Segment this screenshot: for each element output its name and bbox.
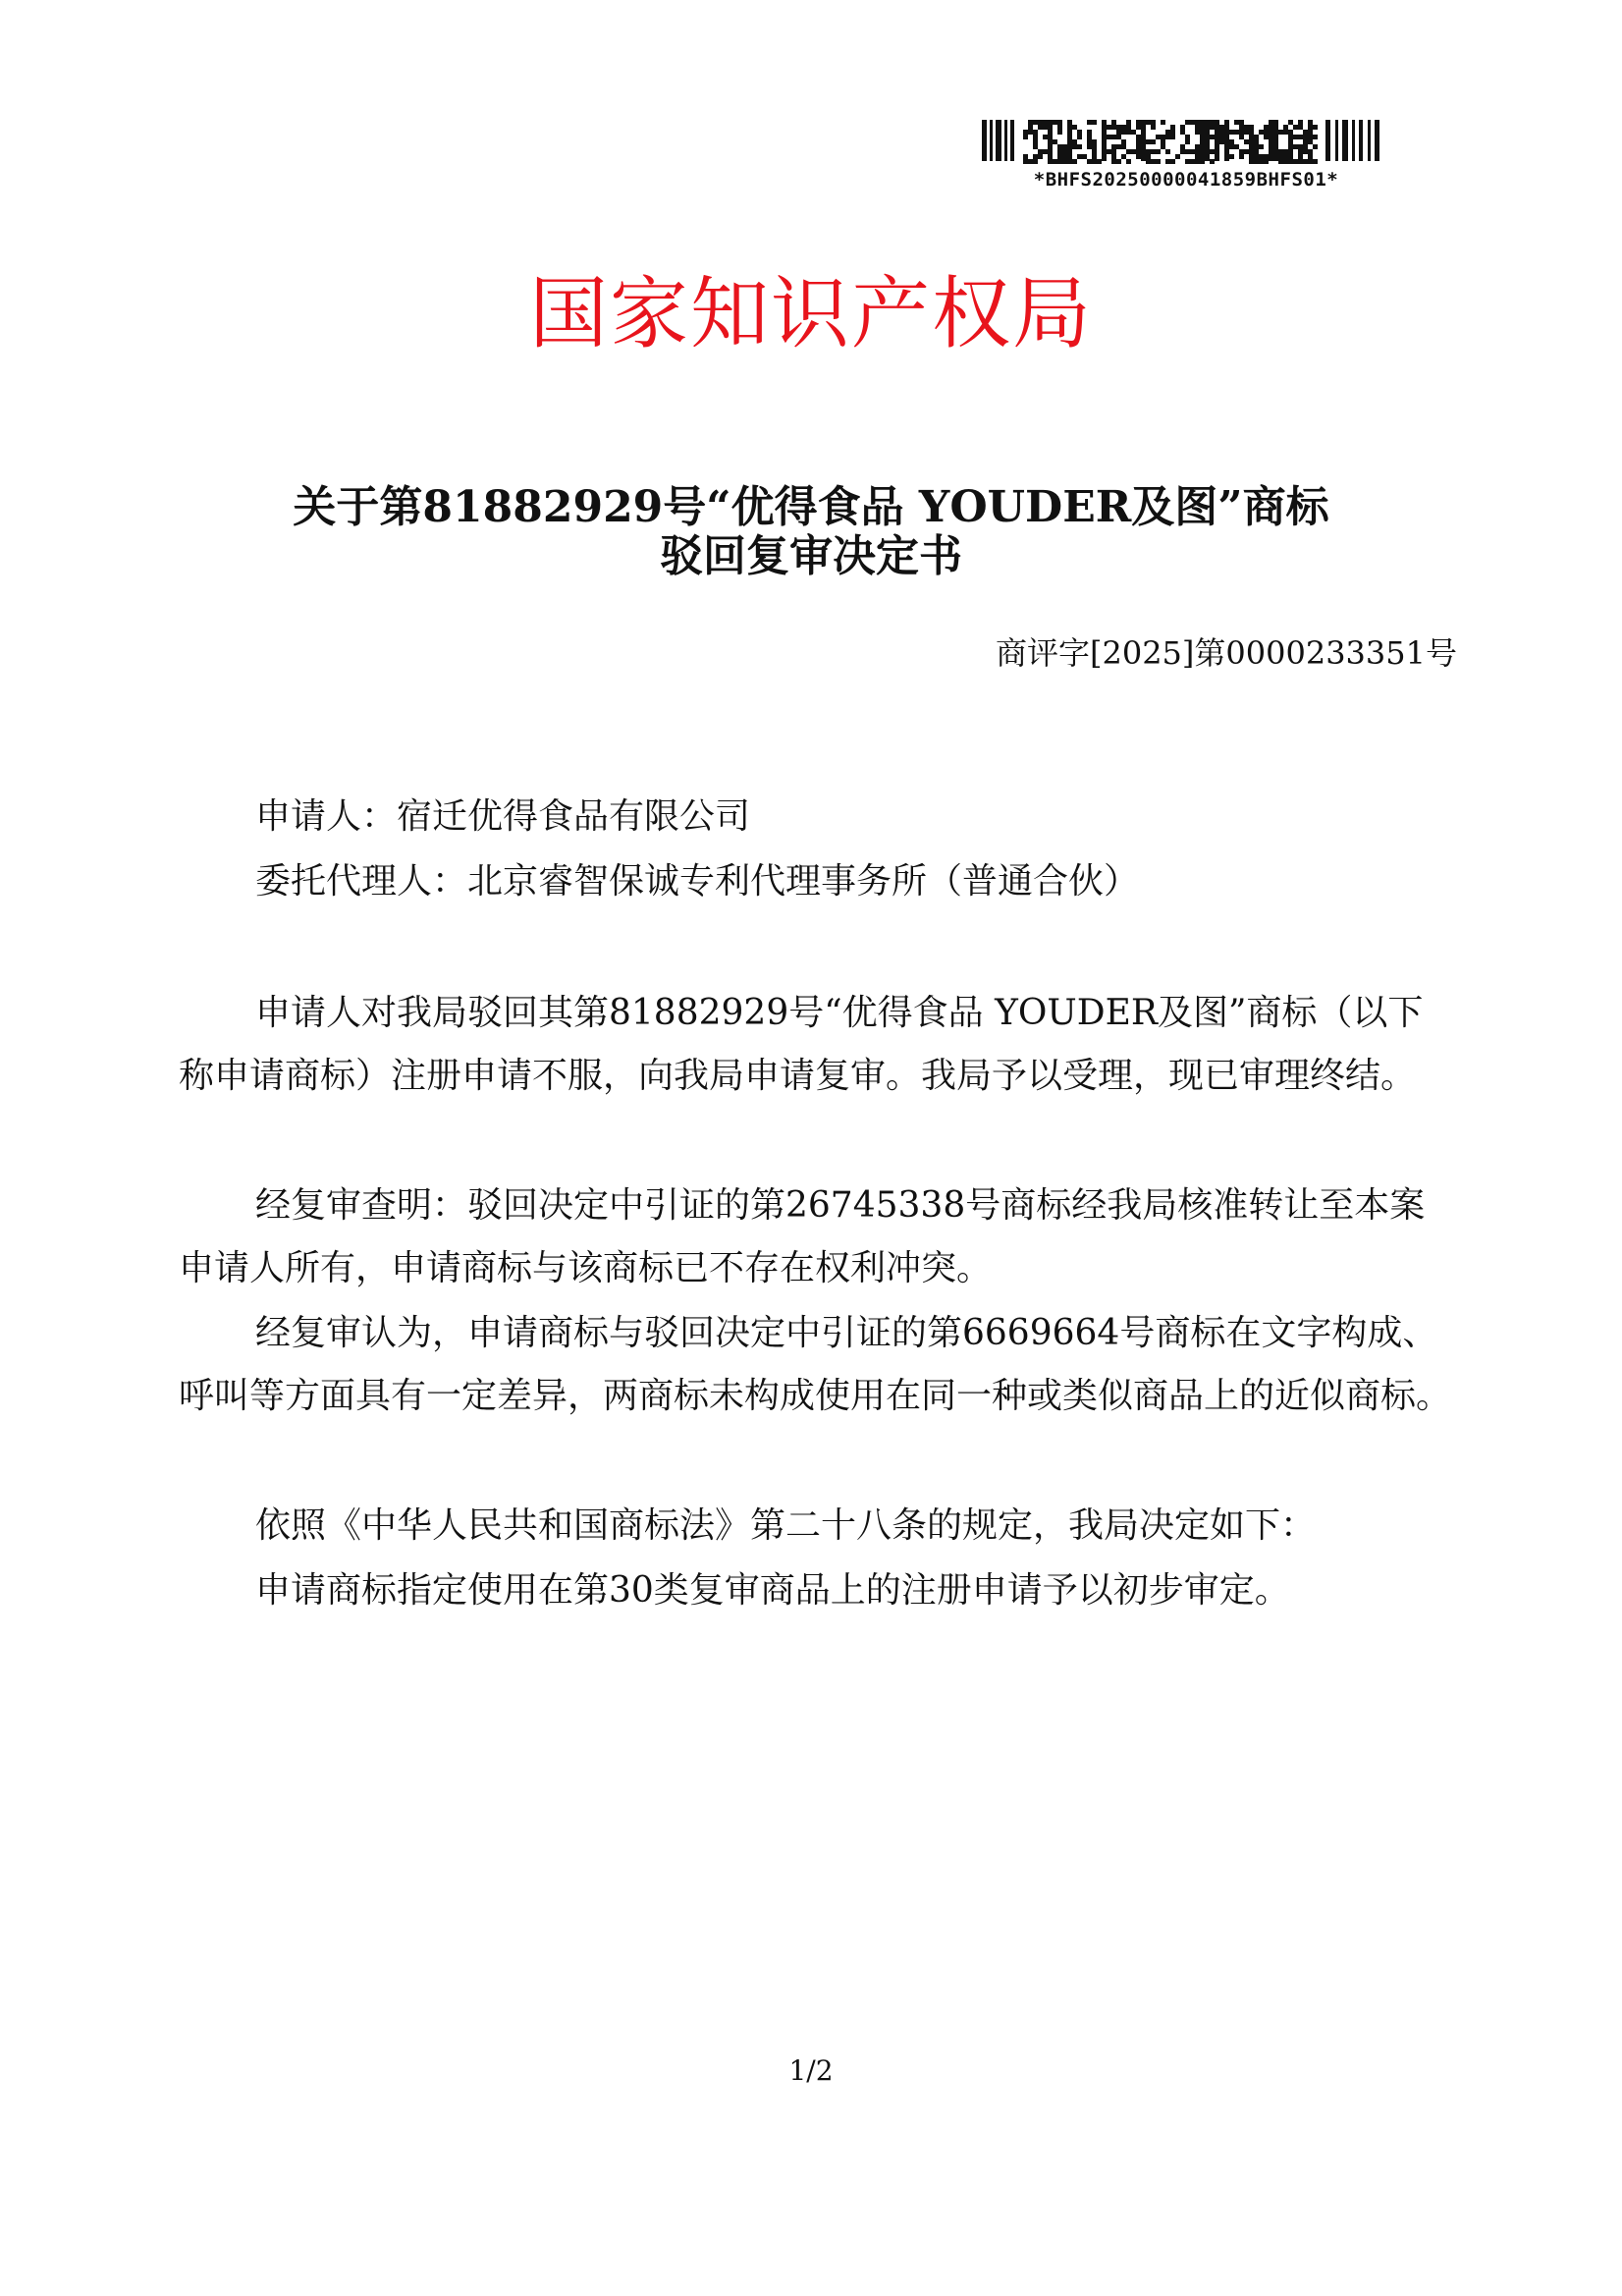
body-paragraph-4: 依照《中华人民共和国商标法》第二十八条的规定，我局决定如下： (255, 1505, 1317, 1546)
page-number: 1/2 (788, 2054, 834, 2087)
body-paragraph-2: 经复审查明：驳回决定中引证的第26745338号商标经我局核准转让至本案申请人所有，申请商标与该商标已不存在权利冲突。 (179, 1185, 1426, 1288)
applicant-line: 申请人：宿迁优得食品有限公司 (255, 796, 751, 837)
agency-name: 国家知识产权局 (529, 268, 1093, 359)
barcode-code-text: *BHFS20250000041859BHFS01* (1033, 169, 1339, 191)
barcode (980, 118, 1392, 196)
body-paragraph-5: 申请商标指定使用在第30类复审商品上的注册申请予以初步审定。 (255, 1570, 1290, 1611)
document-title-line2: 驳回复审决定书 (660, 531, 962, 581)
document-number: 商评字[2025]第0000233351号 (995, 634, 1457, 672)
body-paragraph-3: 经复审认为，申请商标与驳回决定中引证的第6669664号商标在文字构成、呼叫等方面具有一定差异，两商标未构成使用在同一种或类似商品上的近似商标。 (179, 1313, 1452, 1416)
agent-line: 委托代理人：北京睿智保诚专利代理事务所（普通合伙） (255, 861, 1140, 902)
document-title-line1: 关于第81882929号“优得食品 YOUDER及图”商标 (293, 482, 1329, 532)
body-paragraph-1: 申请人对我局驳回其第81882929号“优得食品 YOUDER及图”商标（以下称申请商标）注册申请不服，向我局申请复审。我局予以受理，现已审理终结。 (179, 993, 1424, 1096)
barcode-graphic (980, 118, 1392, 167)
